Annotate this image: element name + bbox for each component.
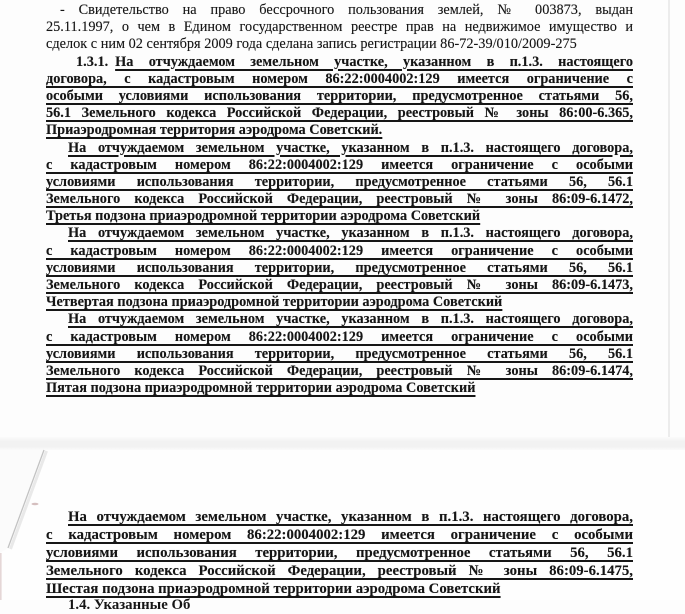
text-line bbox=[46, 88, 633, 105]
text-line bbox=[46, 225, 633, 242]
text-line bbox=[46, 346, 633, 363]
text-line bbox=[46, 562, 633, 580]
text-run: Земельного кодекса Российской Федерации, реестровый № зоны 86:09-6.1474, bbox=[46, 362, 633, 379]
text-run: Земельного кодекса Российской Федерации, реестровый № зоны 86:09-6.1475, bbox=[46, 563, 633, 579]
document-page-2 bbox=[0, 450, 685, 613]
text-line bbox=[46, 2, 633, 19]
text-line bbox=[46, 311, 633, 328]
page-2-text-block bbox=[46, 508, 633, 598]
text-line bbox=[46, 36, 633, 53]
text-run: Четвертая подзона приаэродромной территории аэродрома Советский bbox=[46, 294, 503, 311]
text-line bbox=[46, 380, 633, 397]
text-run: особыми условиями использования территории, предусмотренное статьями 56, bbox=[46, 87, 633, 104]
paragraph bbox=[46, 225, 633, 311]
text-run: На отчуждаемом земельном участке, указанном в п.1.3. настоящего договора, bbox=[68, 311, 633, 328]
text-line bbox=[46, 174, 633, 191]
edge-streak bbox=[0, 553, 2, 600]
text-line bbox=[46, 294, 633, 311]
text-line bbox=[46, 544, 633, 562]
text-run: На отчуждаемом земельном участке, указанном в п.1.3. настоящего договора, bbox=[68, 509, 633, 525]
text-run: Пятая подзона приаэродромной территории аэродрома Советский bbox=[46, 380, 476, 397]
text-line bbox=[46, 122, 633, 139]
text-run: сделок с ним 02 сентября 2009 года сделана запись регистрации 86-72-39/010/2009-275 bbox=[46, 36, 577, 53]
paragraph bbox=[46, 508, 633, 598]
text-run: На отчуждаемом земельном участке, указанном в п.1.3. настоящего договора, bbox=[68, 225, 633, 242]
page-1-text-block bbox=[46, 2, 633, 397]
text-line bbox=[46, 54, 633, 71]
text-line bbox=[46, 208, 633, 225]
text-line bbox=[46, 277, 633, 294]
page-gap-separator bbox=[0, 437, 685, 450]
scan-artifact-line bbox=[668, 0, 670, 437]
text-run: условиями использования территории, предусмотренное статьями 56, 56.1 bbox=[46, 173, 633, 190]
text-line bbox=[46, 243, 633, 260]
text-run: Шестая подзона приаэродромной территории аэродрома Советский bbox=[46, 581, 501, 597]
cut-off-text-line: 1.4. Указанные Об bbox=[68, 597, 191, 613]
text-line bbox=[46, 105, 633, 122]
text-run: условиями использования территории, предусмотренное статьями 56, 56.1 bbox=[46, 545, 633, 561]
text-line bbox=[46, 140, 633, 157]
text-run: договора, с кадастровым номером 86:22:0004002:129 имеется ограничение с bbox=[46, 70, 633, 87]
text-run: условиями использования территории, предусмотренное статьями 56, 56.1 bbox=[46, 345, 633, 362]
text-line bbox=[46, 157, 633, 174]
text-line bbox=[46, 363, 633, 380]
paragraph bbox=[46, 2, 633, 54]
text-line bbox=[46, 191, 633, 208]
text-run: с кадастровым номером 86:22:0004002:129 имеется ограничение с особыми bbox=[46, 242, 633, 259]
text-run: На отчуждаемом земельном участке, указанном в п.1.3. настоящего договора, bbox=[68, 139, 633, 156]
text-run: Третья подзона приаэродромной территории аэродрома Советский bbox=[46, 208, 481, 225]
text-run: Земельного кодекса Российской Федерации, реестровый № зоны 86:09-6.1472, bbox=[46, 191, 633, 208]
text-line bbox=[46, 526, 633, 544]
text-run: 25.11.1997, о чем в Едином государственном реестре прав на недвижимое имущество и bbox=[46, 19, 633, 36]
folded-corner-face bbox=[0, 450, 44, 553]
clause-number: 1.3.1. bbox=[76, 53, 109, 70]
text-run: с кадастровым номером 86:22:0004002:129 имеется ограничение с особыми bbox=[46, 527, 633, 543]
text-run: Земельного кодекса Российской Федерации, реестровый № зоны 86:09-6.1473, bbox=[46, 277, 633, 293]
text-run: с кадастровым номером 86:22:0004002:129 имеется ограничение с особыми bbox=[46, 328, 633, 345]
text-run: - Свидетельство на право бессрочного пользования землей, № 003873, выдан bbox=[60, 2, 633, 18]
text-run: На отчуждаемом земельном участке, указанном в п.1.3. настоящего bbox=[115, 53, 633, 70]
text-run: Приаэродромная территория аэродрома Советский. bbox=[46, 122, 383, 139]
paragraph bbox=[46, 311, 633, 397]
text-run: 56.1 Земельного кодекса Российской Федерации, реестровый № зоны 86:00-6.365, bbox=[46, 105, 633, 122]
text-line bbox=[46, 19, 633, 36]
paragraph bbox=[46, 140, 633, 226]
text-line bbox=[46, 260, 633, 277]
text-line bbox=[46, 508, 633, 526]
text-line bbox=[46, 329, 633, 346]
text-line bbox=[46, 71, 633, 88]
ink-smudge bbox=[32, 503, 39, 506]
text-run: с кадастровым номером 86:22:0004002:129 имеется ограничение с особыми bbox=[46, 156, 633, 173]
paragraph bbox=[46, 54, 633, 140]
text-run: условиями использования территории, предусмотренное статьями 56, 56.1 bbox=[46, 259, 633, 276]
